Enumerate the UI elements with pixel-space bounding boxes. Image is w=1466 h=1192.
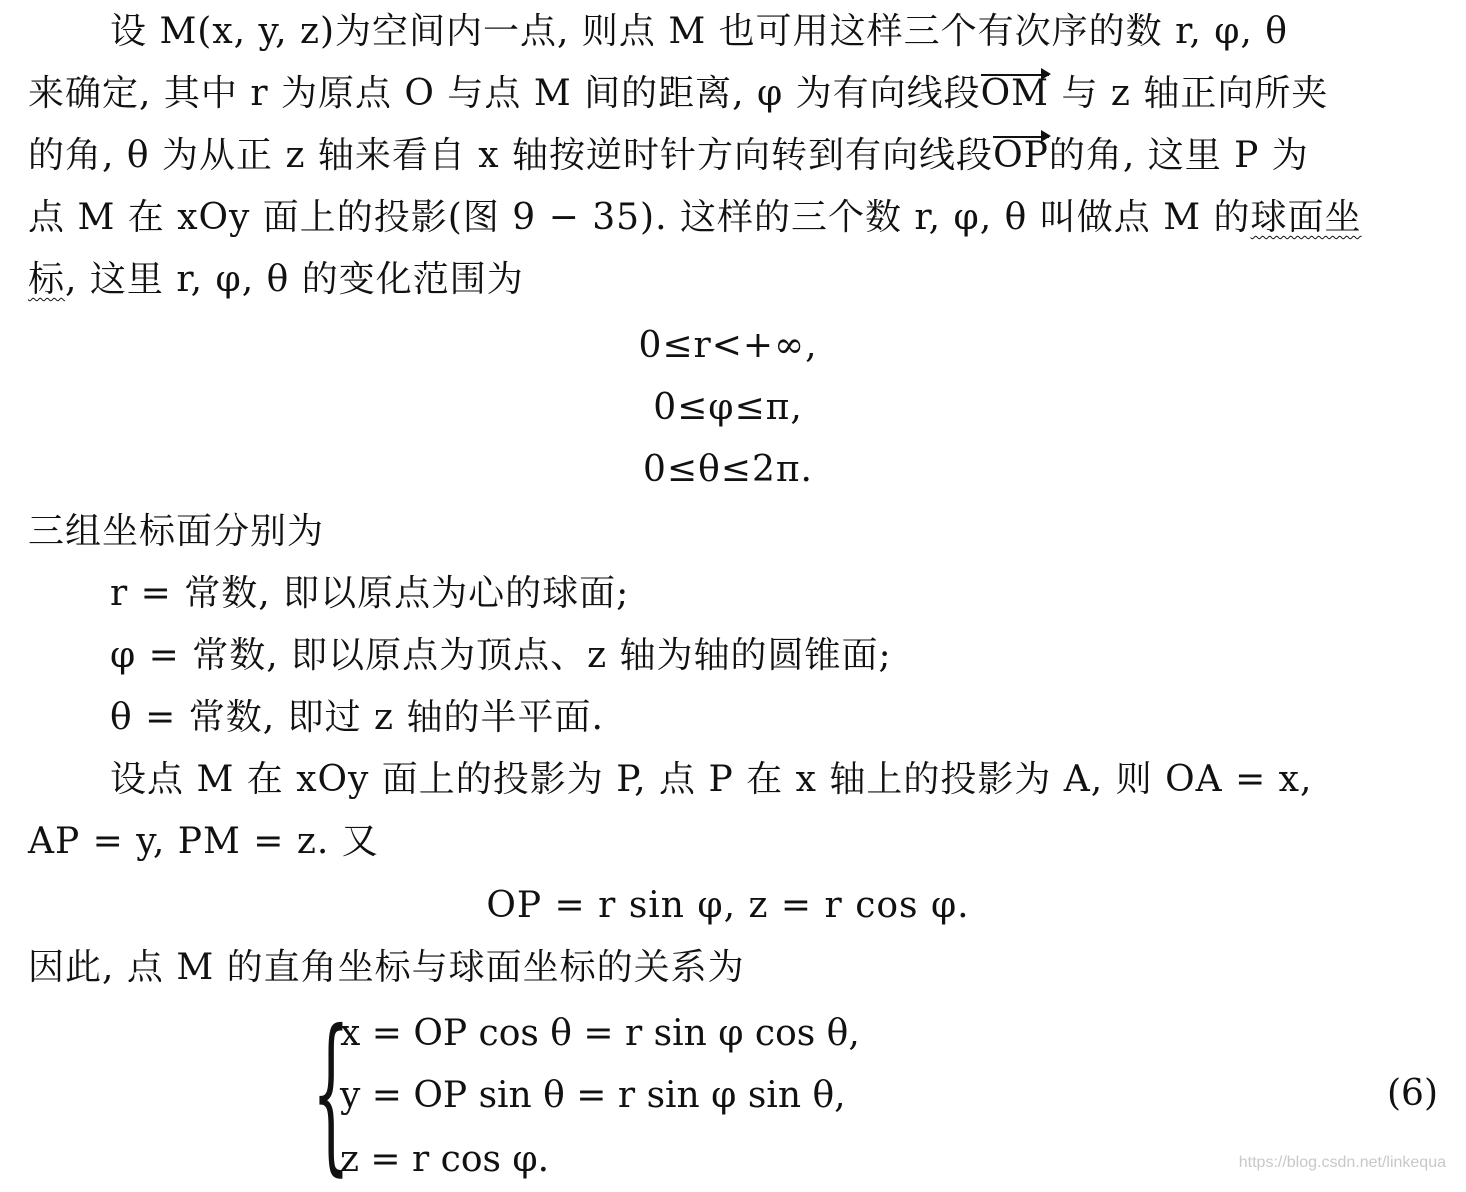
left-brace: {	[312, 994, 350, 1192]
text-run: 点 M 在 xOy 面上的投影(图 9 − 35). 这样的三个数 r, φ, θ 叫做点 M 的	[28, 197, 1251, 238]
paragraph-line: 因此, 点 M 的直角坐标与球面坐标的关系为	[28, 947, 745, 988]
surfaces-intro: 三组坐标面分别为	[28, 511, 325, 552]
text-run: 来确定, 其中 r 为原点 O 与点 M 间的距离, φ 为有向线段	[28, 73, 981, 114]
range-theta: 0≤θ≤2π.	[643, 449, 813, 490]
defined-term: 球面坐	[1250, 197, 1362, 238]
text-run: 与 z 轴正向所夹	[1049, 73, 1329, 114]
defined-term: 标	[28, 259, 66, 300]
display-equation: OP = r sin φ, z = r cos φ.	[486, 885, 970, 926]
system-line: z = r cos φ.	[340, 1139, 550, 1180]
vector-op: OP	[993, 135, 1049, 176]
system-line: y = OP sin θ = r sin φ sin θ,	[340, 1075, 846, 1116]
text-run: , 这里 r, φ, θ 的变化范围为	[65, 259, 524, 300]
paragraph-line: AP = y, PM = z. 又	[28, 821, 379, 862]
paragraph-line	[28, 72, 1428, 116]
paragraph-line	[28, 258, 1428, 302]
surface-item: r = 常数, 即以原点为心的球面;	[110, 573, 630, 614]
vector-om: OM	[980, 73, 1050, 114]
paragraph-line	[28, 196, 1428, 240]
surface-item: θ = 常数, 即过 z 轴的半平面.	[110, 697, 604, 738]
range-phi: 0≤φ≤π,	[653, 387, 803, 428]
paragraph-line	[28, 134, 1428, 178]
text-run: 的角, θ 为从正 z 轴来看自 x 轴按逆时针方向转到有向线段	[28, 135, 994, 176]
paragraph-line: 设 M(x, y, z)为空间内一点, 则点 M 也可用这样三个有次序的数 r, φ, θ	[110, 11, 1288, 52]
watermark: https://blog.csdn.net/linkequa	[1238, 1154, 1446, 1171]
text-run: 的角, 这里 P 为	[1048, 135, 1309, 176]
surface-item: φ = 常数, 即以原点为顶点、z 轴为轴的圆锥面;	[110, 635, 892, 676]
equation-number: (6)	[1387, 1073, 1438, 1114]
paragraph-line: 设点 M 在 xOy 面上的投影为 P, 点 P 在 x 轴上的投影为 A, 则 OA = x,	[110, 759, 1313, 800]
system-line: x = OP cos θ = r sin φ cos θ,	[340, 1013, 860, 1054]
range-r: 0≤r<+∞,	[638, 325, 818, 366]
equation-system	[312, 994, 1212, 1192]
